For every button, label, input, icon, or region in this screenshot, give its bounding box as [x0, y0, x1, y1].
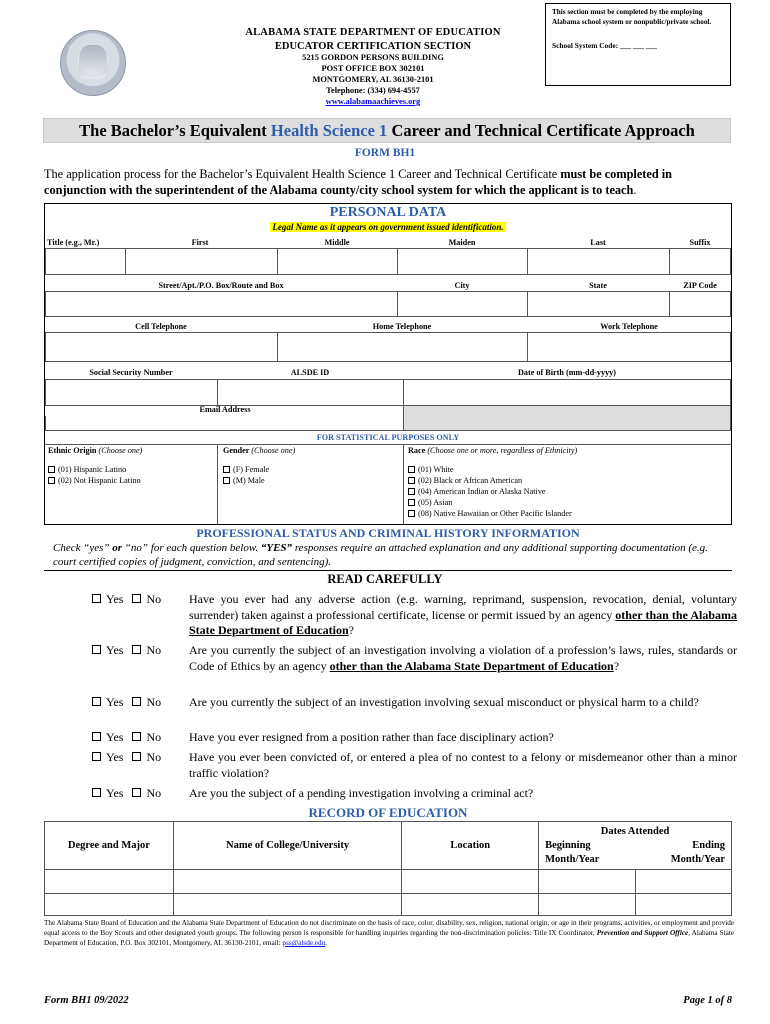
- question-profession-investigation: [92, 643, 737, 674]
- email-input[interactable]: [45, 416, 404, 431]
- gender-option-label: (F) Female: [233, 465, 270, 474]
- question-text: Are you the subject of a pending investigation involving a criminal act?: [189, 786, 534, 800]
- question-text: Have you ever resigned from a position rather than face disciplinary action?: [189, 730, 554, 744]
- question-part: Are you currently the subject of an investigation involving a violation of a profession’s laws, rules, standards or Code of Ethics by an agency: [189, 643, 737, 673]
- divider: [217, 444, 218, 524]
- dates-cell: [539, 870, 732, 894]
- yes-no-choice: [92, 695, 188, 711]
- dates-attended-label: Dates Attended: [600, 825, 670, 837]
- race-option-label: (01) White: [418, 465, 454, 474]
- label-home-phone: Home Telephone: [372, 322, 432, 331]
- non-discrimination-disclaimer: [44, 918, 734, 948]
- label-email: Email Address: [199, 405, 251, 414]
- website-link[interactable]: www.alabamaachieves.org: [325, 97, 421, 106]
- cell-phone-input[interactable]: [45, 332, 278, 362]
- checkbox-icon[interactable]: [408, 477, 415, 484]
- checkbox-icon[interactable]: [223, 477, 230, 484]
- label-cell-phone: Cell Telephone: [135, 322, 187, 331]
- letterhead: [0, 0, 770, 112]
- label-first: First: [191, 238, 209, 247]
- race-option-black[interactable]: [408, 475, 728, 486]
- note-text: Check “yes”: [53, 542, 113, 554]
- suffix-input[interactable]: [669, 248, 731, 275]
- divider: [44, 570, 732, 571]
- gender-option-female[interactable]: [223, 464, 403, 475]
- street-input[interactable]: [45, 291, 398, 317]
- yes-label: Yes: [106, 592, 124, 606]
- note-yes: “YES”: [260, 542, 293, 554]
- question-end: ?: [613, 658, 620, 673]
- race-group: [408, 445, 728, 519]
- form-title: [43, 118, 731, 143]
- race-option-label: (08) Native Hawaiian or Other Pacific Islander: [418, 509, 572, 518]
- ssn-input[interactable]: [45, 379, 218, 406]
- legal-name-note-text: Legal Name as it appears on government issued identification.: [272, 222, 504, 232]
- yes-checkbox[interactable]: [92, 788, 101, 797]
- yes-checkbox[interactable]: [92, 732, 101, 741]
- label-city: City: [454, 281, 470, 290]
- yes-no-choice: [92, 592, 188, 608]
- gender-group: [223, 445, 403, 486]
- state-seal-logo: [60, 30, 126, 96]
- question-text: Are you currently the subject of an investigation involving sexual misconduct or physical harm to a child?: [189, 695, 699, 709]
- ethnic-label-text: Ethnic Origin: [48, 446, 97, 455]
- yes-label: Yes: [106, 750, 124, 764]
- ethnic-origin-group: [48, 445, 218, 486]
- checkbox-icon[interactable]: [408, 466, 415, 473]
- note-text: “no” for each question below.: [122, 542, 261, 554]
- employer-section-box: [545, 3, 731, 86]
- yes-no-choice: [92, 730, 188, 746]
- telephone: Telephone: (334) 694-4557: [326, 86, 420, 95]
- question-part: Have you ever had any adverse action (e.g. warning, reprimand, suspension, revocation, denial, voluntary surrender) taken against a professional certificate, license or permit issued by an agency: [189, 592, 737, 622]
- label-dob: Date of Birth (mm-dd-yyyy): [517, 368, 616, 377]
- education-table: [44, 821, 732, 916]
- department-address-block: [210, 27, 536, 107]
- yes-label: Yes: [106, 786, 124, 800]
- gender-label-text: Gender: [223, 446, 250, 455]
- work-phone-input[interactable]: [527, 332, 731, 362]
- no-checkbox[interactable]: [132, 645, 141, 654]
- read-carefully-heading: READ CAREFULLY: [327, 572, 443, 586]
- disclaimer-email-link[interactable]: pss@alsde.edu: [282, 939, 326, 947]
- checkbox-icon[interactable]: [48, 466, 55, 473]
- address-line-2: POST OFFICE BOX 302101: [321, 64, 425, 73]
- legal-name-note: [45, 222, 731, 233]
- label-title: Title (e.g., Mr.): [47, 238, 100, 247]
- no-checkbox[interactable]: [132, 788, 141, 797]
- maiden-name-input[interactable]: [397, 248, 528, 275]
- label-alsde-id: ALSDE ID: [290, 368, 330, 377]
- label-ssn: Social Security Number: [89, 368, 173, 377]
- disclaimer-end: .: [325, 939, 327, 947]
- page-number: Page 1 of 8: [683, 995, 732, 1006]
- col-degree-major: Degree and Major: [45, 822, 174, 870]
- form-version: Form BH1 09/2022: [44, 995, 129, 1006]
- state-input[interactable]: [527, 291, 670, 317]
- ethnic-option-label: (01) Hispanic Latino: [58, 465, 127, 474]
- disclaimer-text: , Alabama State Department of Education, P.O. Box 302101, Montgomery, AL 36130-2101, email:: [44, 929, 734, 947]
- yes-no-choice: [92, 786, 188, 802]
- zip-input[interactable]: [669, 291, 731, 317]
- title-part-1: The Bachelor’s Equivalent: [79, 121, 271, 140]
- question-pending-criminal: [92, 786, 737, 802]
- personal-data-section: [44, 203, 732, 525]
- gender-hint: (Choose one): [251, 446, 296, 455]
- question-emphasis: other than the Alabama State Department of Education: [329, 658, 614, 673]
- yes-label: Yes: [106, 643, 124, 657]
- question-text: [189, 643, 737, 674]
- label-suffix: Suffix: [689, 238, 711, 247]
- race-option-american-indian[interactable]: [408, 486, 728, 497]
- checkbox-icon[interactable]: [223, 466, 230, 473]
- ethnic-option-hispanic[interactable]: [48, 464, 218, 475]
- personal-data-title: PERSONAL DATA: [329, 205, 447, 220]
- location-input[interactable]: [402, 870, 539, 894]
- intro-bold-text: must be completed in conjunction with the superintendent of the Alabama county/city school system for which the applicant is to teach: [44, 167, 673, 197]
- ending-unit: Month/Year: [670, 853, 725, 865]
- checkbox-icon[interactable]: [408, 488, 415, 495]
- yes-checkbox[interactable]: [92, 645, 101, 654]
- ethnic-option-not-hispanic[interactable]: [48, 475, 218, 486]
- dates-split: [539, 870, 731, 893]
- label-zip: ZIP Code: [683, 281, 717, 290]
- ethnic-origin-label: [48, 445, 218, 456]
- city-input[interactable]: [397, 291, 528, 317]
- home-phone-input[interactable]: [277, 332, 528, 362]
- ethnic-option-label: (02) Not Hispanic Latino: [58, 476, 141, 485]
- no-checkbox[interactable]: [132, 732, 141, 741]
- employer-note: This section must be completed by the employing Alabama school system or nonpublic/private school.: [552, 8, 712, 26]
- yes-label: Yes: [106, 730, 124, 744]
- beginning-input[interactable]: [539, 894, 635, 915]
- title-highlight: Health Science 1: [270, 121, 388, 140]
- race-label-text: Race: [408, 446, 426, 455]
- college-input[interactable]: [173, 894, 402, 916]
- question-text: Have you ever been convicted of, or entered a plea of no contest to a felony or misdemeanor other than a minor traffic violation?: [189, 750, 737, 780]
- no-label: No: [146, 786, 162, 800]
- degree-input[interactable]: [45, 870, 174, 894]
- race-hint: (Choose one or more, regardless of Ethnicity): [427, 446, 578, 455]
- yes-checkbox[interactable]: [92, 594, 101, 603]
- ending-input[interactable]: [636, 894, 731, 915]
- race-label: [408, 445, 728, 456]
- race-option-label: (05) Asian: [418, 498, 453, 507]
- col-college: Name of College/University: [173, 822, 402, 870]
- dates-cell: [539, 894, 732, 916]
- middle-name-input[interactable]: [277, 248, 398, 275]
- question-end: ?: [348, 623, 354, 637]
- question-resigned: [92, 730, 737, 746]
- no-checkbox[interactable]: [132, 752, 141, 761]
- label-state: State: [589, 281, 607, 290]
- beginning-unit: Month/Year: [545, 853, 600, 865]
- professional-status-instructions: [53, 541, 733, 569]
- label-last: Last: [590, 238, 606, 247]
- degree-input[interactable]: [45, 894, 174, 916]
- yes-label: Yes: [106, 695, 124, 709]
- no-checkbox[interactable]: [132, 697, 141, 706]
- label-street: Street/Apt./P.O. Box/Route and Box: [158, 281, 284, 290]
- race-option-label: (04) American Indian or Alaska Native: [418, 487, 546, 496]
- yes-checkbox[interactable]: [92, 697, 101, 706]
- note-text: responses require an attached explanation and any additional supporting documentation (e.g. court certified copies of judgment, conviction, and sentencing).: [53, 542, 708, 568]
- question-convicted: [92, 750, 737, 781]
- school-system-code-field[interactable]: School System Code: ___ ___ ___: [552, 41, 657, 50]
- yes-no-choice: [92, 750, 188, 766]
- education-title: RECORD OF EDUCATION: [308, 805, 468, 820]
- question-adverse-action: [92, 592, 737, 639]
- disclaimer-office: Prevention and Support Office: [596, 929, 689, 937]
- first-name-input[interactable]: [125, 248, 278, 275]
- ethnic-hint: (Choose one): [98, 446, 143, 455]
- divider: [403, 444, 404, 524]
- college-input[interactable]: [173, 870, 402, 894]
- ending-input[interactable]: [636, 870, 731, 893]
- race-option-asian[interactable]: [408, 497, 728, 508]
- race-option-label: (02) Black or African American: [418, 476, 523, 485]
- yes-checkbox[interactable]: [92, 752, 101, 761]
- checkbox-icon[interactable]: [408, 499, 415, 506]
- race-option-pacific-islander[interactable]: [408, 508, 728, 519]
- location-input[interactable]: [402, 894, 539, 916]
- no-label: No: [146, 750, 162, 764]
- statistical-header: FOR STATISTICAL PURPOSES ONLY: [316, 433, 460, 442]
- divider: [45, 444, 731, 445]
- table-row: [45, 870, 732, 894]
- disclaimer-text: The Alabama State Board of Education and the Alabama State Department of Education do not discriminate on the basis of race, color, disability, sex, religion, national origin, or age in their programs, activities, or employment and provide equal access to the Boy Scouts and other designated youth groups. The following person is responsible for handling inquiries regarding the non-discrimination policies: Title IX Coordinator,: [44, 919, 734, 937]
- gender-label: [223, 445, 403, 456]
- section-name: EDUCATOR CERTIFICATION SECTION: [274, 41, 472, 52]
- table-row: [45, 894, 732, 916]
- col-dates-attended: [539, 822, 732, 870]
- no-label: No: [146, 695, 162, 709]
- address-line-3: MONTGOMERY, AL 36130-2101: [312, 75, 434, 84]
- dob-input[interactable]: [403, 379, 731, 406]
- question-sexual-misconduct: [92, 695, 737, 711]
- record-of-education-section: [44, 804, 732, 914]
- checkbox-icon[interactable]: [408, 510, 415, 517]
- checkbox-icon[interactable]: [48, 477, 55, 484]
- alsde-id-input[interactable]: [217, 379, 404, 406]
- gender-option-label: (M) Male: [233, 476, 265, 485]
- intro-end: .: [633, 183, 637, 197]
- label-maiden: Maiden: [448, 238, 476, 247]
- beginning-label: Beginning: [545, 839, 591, 851]
- dates-split: [539, 894, 731, 915]
- ending-label: Ending: [692, 839, 725, 851]
- question-text: [189, 592, 737, 639]
- professional-status-title: PROFESSIONAL STATUS AND CRIMINAL HISTORY INFORMATION: [196, 526, 580, 540]
- title-part-2: Career and Technical Certificate Approach: [387, 121, 695, 140]
- address-line-1: 5215 GORDON PERSONS BUILDING: [302, 53, 444, 62]
- dates-subheaders: [539, 839, 731, 853]
- label-work-phone: Work Telephone: [600, 322, 658, 331]
- form-id: FORM BH1: [354, 147, 416, 159]
- race-option-white[interactable]: [408, 464, 728, 475]
- no-label: No: [146, 643, 162, 657]
- no-label: No: [146, 592, 162, 606]
- col-location: Location: [402, 822, 539, 870]
- department-name: ALABAMA STATE DEPARTMENT OF EDUCATION: [245, 27, 501, 38]
- intro-paragraph: [44, 166, 734, 198]
- note-or: or: [112, 542, 123, 554]
- no-checkbox[interactable]: [132, 594, 141, 603]
- beginning-input[interactable]: [539, 870, 635, 893]
- no-label: No: [146, 730, 162, 744]
- email-gray-area: [403, 405, 731, 431]
- last-name-input[interactable]: [527, 248, 670, 275]
- table-header-row: [45, 822, 732, 870]
- title-input[interactable]: [45, 248, 126, 275]
- yes-no-choice: [92, 643, 188, 659]
- gender-option-male[interactable]: [223, 475, 403, 486]
- question-emphasis: other than the Alabama State Department of Education: [189, 607, 737, 637]
- dates-subheaders-units: [539, 853, 731, 867]
- intro-text: The application process for the Bachelor’s Equivalent Health Science 1 Career and Technical Certificate: [44, 167, 561, 181]
- label-middle: Middle: [324, 238, 350, 247]
